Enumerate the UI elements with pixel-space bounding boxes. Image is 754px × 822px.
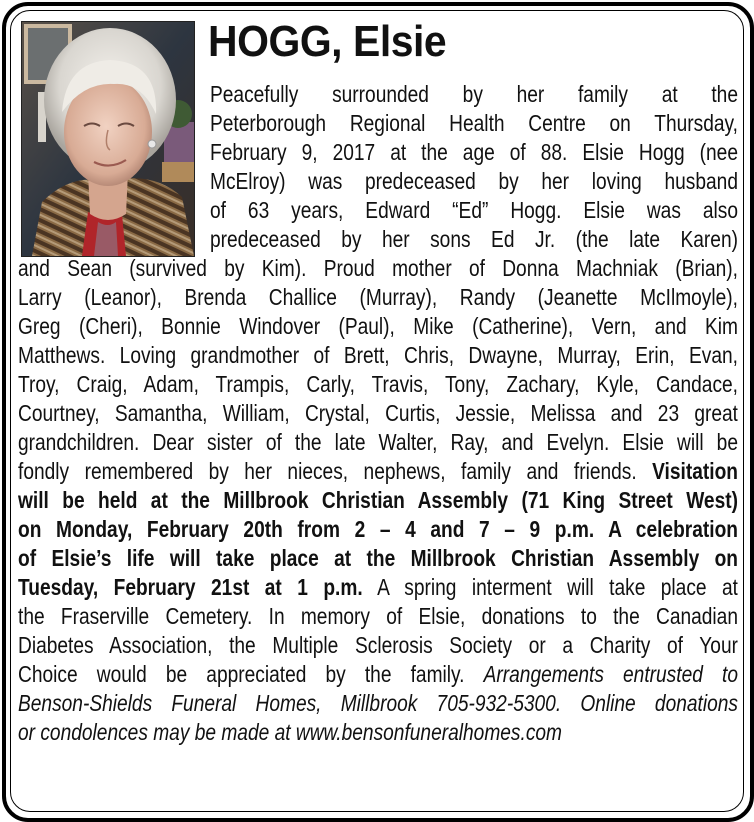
text: fondly remembered by her nieces, nephews, family and friends. [18,458,653,484]
obituary-line [18,370,738,399]
obituary-line [210,138,738,167]
obituary-line-text [210,167,738,196]
obituary-line [18,631,738,660]
obituary-line-text [18,486,738,515]
obituary-line-text [18,602,738,631]
obituary-line [18,341,738,370]
italic-text: or condolences may be made at www.bensonfuneralhomes.com [18,719,563,745]
obituary-line-text [18,573,738,602]
obituary-line-text [18,370,738,399]
bold-text: Tuesday, February 21st at 1 p.m. [18,574,363,600]
text: Diabetes Association, the Multiple Sclerosis Society or a Charity of Your [18,632,738,658]
bold-text: on Monday, February 20th from 2 – 4 and 7 – 9 p.m. A celebration [18,516,738,542]
bold-text: Visitation [652,458,738,484]
obituary-line [210,196,738,225]
obituary-line-text [210,225,738,254]
obituary-line-text [18,660,738,689]
obituary-line-text [210,80,738,109]
obituary-line [210,109,738,138]
obituary-line-text [18,399,738,428]
italic-text: Arrangements entrusted to [483,661,738,687]
text: Courtney, Samantha, William, Crystal, Curtis, Jessie, Melissa and 23 great [18,400,738,426]
obituary-line-text [18,718,738,747]
obituary-line [18,428,738,457]
obituary-line [18,689,738,718]
text: Matthews. Loving grandmother of Brett, Chris, Dwayne, Murray, Erin, Evan, [18,342,738,368]
obituary-line [18,660,738,689]
text: and Sean (survived by Kim). Proud mother of Donna Machniak (Brian), [18,255,738,281]
obituary-line [18,718,738,747]
obituary-line-text [210,138,738,167]
obituary-line [210,225,738,254]
obituary-line [18,283,738,312]
obituary-line [18,399,738,428]
text: February 9, 2017 at the age of 88. Elsie Hogg (nee [210,139,738,165]
bold-text: of Elsie’s life will take place at the Millbrook Christian Assembly on [18,545,738,571]
text: Peacefully surrounded by her family at the [210,81,738,107]
obituary-line-text [18,689,738,718]
obituary-line [210,80,738,109]
obituary-line [18,515,738,544]
obituary-line-text [18,312,738,341]
obituary-line-text [210,196,738,225]
bold-text: will be held at the Millbrook Christian Assembly (71 King Street West) [18,487,738,513]
obituary-line [210,167,738,196]
obituary-line-text [18,631,738,660]
obituary-line [18,457,738,486]
obituary-line-text [18,428,738,457]
obituary-name-heading: HOGG, Elsie [208,17,447,66]
text: Larry (Leanor), Brenda Challice (Murray), Randy (Jeanette McIlmoyle), [18,284,738,310]
obituary-line [18,254,738,283]
obituary-line [18,486,738,515]
obituary-line-text [210,109,738,138]
portrait-photo [21,21,195,257]
text: predeceased by her sons Ed Jr. (the late Karen) [210,226,738,252]
italic-text: Benson-Shields Funeral Homes, Millbrook 705-932-5300. Online donations [18,690,738,716]
obituary-line-text [18,515,738,544]
text: McElroy) was predeceased by her loving husband [210,168,738,194]
obituary-line [18,602,738,631]
portrait-photo-icon [22,22,194,256]
text: Greg (Cheri), Bonnie Windover (Paul), Mike (Catherine), Vern, and Kim [18,313,738,339]
obituary-line [18,544,738,573]
text: of 63 years, Edward “Ed” Hogg. Elsie was also [210,197,738,223]
obituary-line [18,312,738,341]
obituary-line-text [18,283,738,312]
text: Troy, Craig, Adam, Trampis, Carly, Travis, Tony, Zachary, Kyle, Candace, [18,371,738,397]
obituary-line-text [18,544,738,573]
text: Choice would be appreciated by the family. [18,661,484,687]
obituary-line-text [18,457,738,486]
obituary-line [18,573,738,602]
text: Peterborough Regional Health Centre on Thursday, [210,110,738,136]
obituary-line-text [18,254,738,283]
text: grandchildren. Dear sister of the late Walter, Ray, and Evelyn. Elsie will be [18,429,738,455]
obituary-line-text [18,341,738,370]
text: the Fraserville Cemetery. In memory of Elsie, donations to the Canadian [18,603,738,629]
text: A spring interment will take place at [362,574,738,600]
